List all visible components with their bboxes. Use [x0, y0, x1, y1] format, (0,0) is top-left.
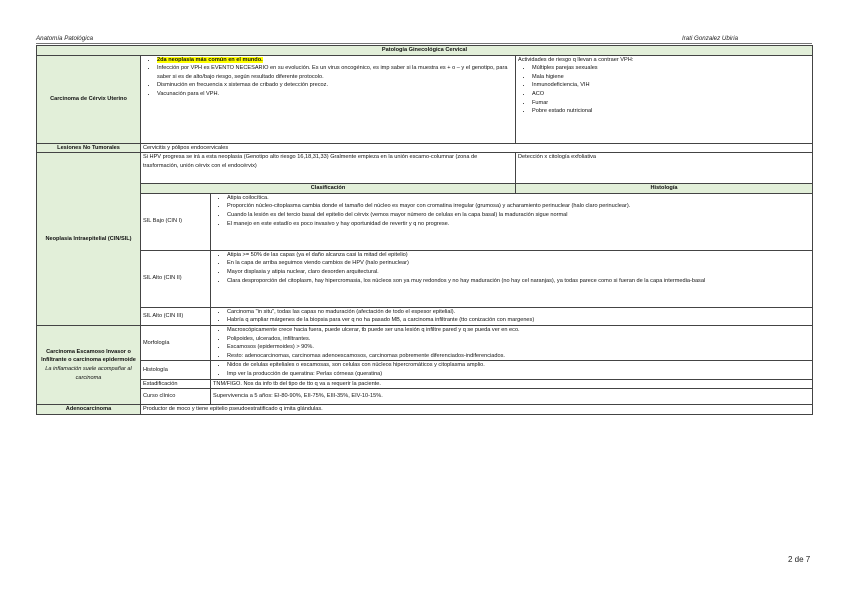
list-item: • Imp ver la producción de queratina: Perlas córneas (queratina) — [227, 370, 810, 379]
sil-alto-3-content — [211, 307, 813, 325]
sil-alto-2-content — [211, 250, 813, 307]
lesiones-text: Cervicitis y pólipos endocervicales — [141, 143, 813, 153]
risk-activities — [516, 55, 813, 143]
carcinoma-cervix-content — [141, 55, 516, 143]
list-item: • Carcinoma "in situ", todas las capas no maduración (afectación de todo el espesor epitelial). — [227, 308, 810, 317]
col-header-histologia: Histología — [516, 184, 813, 194]
list-item: • Habría q ampliar márgenes de la biopsia para ver q no ha pasado MB, a carcinoma infiltrante (tto conización con margenes) — [227, 316, 810, 325]
list-item: • Fumar — [532, 99, 810, 108]
estadificacion-text: TNM/FIGO. Nos da info tb del tipo de tto q va a requerir la paciente. — [211, 379, 813, 389]
row-label-carcinoma-escamoso — [37, 325, 141, 404]
row-label-lesiones: Lesiones No Tumorales — [37, 143, 141, 153]
list-item: • Vacunación para el VPH. — [157, 90, 513, 99]
list-item: • El manejo en este estadío es poco invasivo y hay oportunidad de revertir y q no progrese. — [227, 220, 810, 229]
list-item: • Atipia coilocítica. — [227, 194, 810, 203]
neoplasia-intro: Si HPV progresa se irá a esta neoplasia (Genotipo alto riesgo 16,18,31,33) Gralmente empieza en la unión escamo-columnar (zona de trasformación, unión cérvix con el endocérvix) — [141, 153, 516, 184]
neoplasia-detection: Detección x citología exfoliativa — [516, 153, 813, 184]
sil-bajo-label: SIL Bajo (CIN I) — [141, 193, 211, 250]
page-number: 2 de 7 — [788, 555, 811, 564]
risk-title: Actividades de riesgo q llevan a contraer VPH: — [518, 56, 634, 63]
sil-alto-3-label: SIL Alto (CIN III) — [141, 307, 211, 325]
list-item: • Inmunodeficiencia, VIH — [532, 81, 810, 90]
list-item: • Pobre estado nutricional — [532, 107, 810, 116]
list-item: • ACO — [532, 90, 810, 99]
row-label-adenocarcinoma: Adenocarcinoma — [37, 405, 141, 415]
list-item: • Atipia >= 50% de las capas (ya el daño alcanza casi la mitad del epitelio) — [227, 251, 810, 260]
row-label-neoplasia: Neoplasia Intraepitelial (CIN/SIL) — [37, 153, 141, 326]
list-item: • Escamosos (epidermoides) > 90%. — [227, 343, 810, 352]
list-item: • Mayor displasia y atipia nuclear, claro desorden arquitectural. — [227, 268, 810, 277]
pathology-table — [36, 45, 813, 415]
morfologia-content — [211, 325, 813, 360]
list-item: • En la capa de arriba seguimos viendo cambios de HPV (halo perinuclear) — [227, 259, 810, 268]
list-item: • Nidos de celulas epiteliales o escamosas, son celulas con núcleos hipercromáticos y citoplasma amplio. — [227, 361, 810, 370]
header-divider — [36, 43, 812, 44]
curso-text: Supervivencia a 5 años: EI-80-90%, EII-75%, EIII-35%, EIV-10-15%. — [211, 389, 813, 405]
list-item: • Macroscópicamente crece hacia fuera, puede ulcerar, tb puede ser una lesión q infiltre pared y q se pueda ver en eco. — [227, 326, 810, 335]
list-item: • Múltiples parejas sexuales — [532, 64, 810, 73]
carcinoma-escamoso-label: Carcinoma Escamoso Invasor o Infiltrante o carcinoma epidermoide — [41, 348, 136, 364]
morfologia-label: Morfología — [141, 325, 211, 360]
histologia-content — [211, 361, 813, 379]
list-item: • Proporción núcleo-citoplasma cambia donde el tamaño del núcleo es mayor con cromatina irregular (grumosa) y acharamiento perinuclear (halo claro perinuclear). — [227, 202, 810, 211]
header-author: Irati Gonzalez Ubiria — [682, 35, 739, 42]
sil-alto-2-label: SIL Alto (CIN II) — [141, 250, 211, 307]
histologia-label: Histología — [141, 361, 211, 379]
list-item: • Polipoides, ulcerados, infiltrantes. — [227, 335, 810, 344]
estadificacion-label: Estadificación — [141, 379, 211, 389]
list-item: • 2da neoplasia más común en el mundo. — [157, 56, 513, 65]
list-item: • Resto: adenocarcinomas, carcinomas adenoescamosos, carcinomas pobremente diferenciados-indiferenciados. — [227, 352, 810, 361]
carcinoma-escamoso-note: La inflamación suele acompañar al carcinoma — [45, 366, 132, 381]
list-item: • Clara desproporción del citoplasm, hay hipercromasia, los núcleos son ya muy redondos y no hay maduración (no hay cel naranjas), ya todas parece como si fueran de la capa intermedia-basal — [227, 277, 810, 286]
curso-label: Curso clínico — [141, 389, 211, 405]
list-item: • Infección por VPH es EVENTO NECESARIO en su evolución. Es un virus oncogénico, es imp saber si la muestra es + o – y el genotipo, para saber si es de alto/bajo riesgo, según resultado diferente protocolo. — [157, 64, 513, 81]
list-item: • Disminución en frecuencia x sistemas de cribado y detección precoz. — [157, 81, 513, 90]
col-header-clasificacion: Clasificación — [141, 184, 516, 194]
row-label-carcinoma-cervix: Carcinoma de Cérvix Uterino — [37, 55, 141, 143]
list-item: • Mala higiene — [532, 73, 810, 82]
sil-bajo-content — [211, 193, 813, 250]
adenocarcinoma-text: Productor de moco y tiene epitelio pseudoestratificado q imita glándulas. — [141, 405, 813, 415]
table-title: Patología Ginecológica Cervical — [37, 46, 813, 56]
header-subject: Anatomía Patológica — [36, 35, 94, 42]
list-item: • Cuando la lesión es del tercio basal del epitelio del cérvix (vemos mayor número de celulas en la capa basal) la maduración sigue normal — [227, 211, 810, 220]
